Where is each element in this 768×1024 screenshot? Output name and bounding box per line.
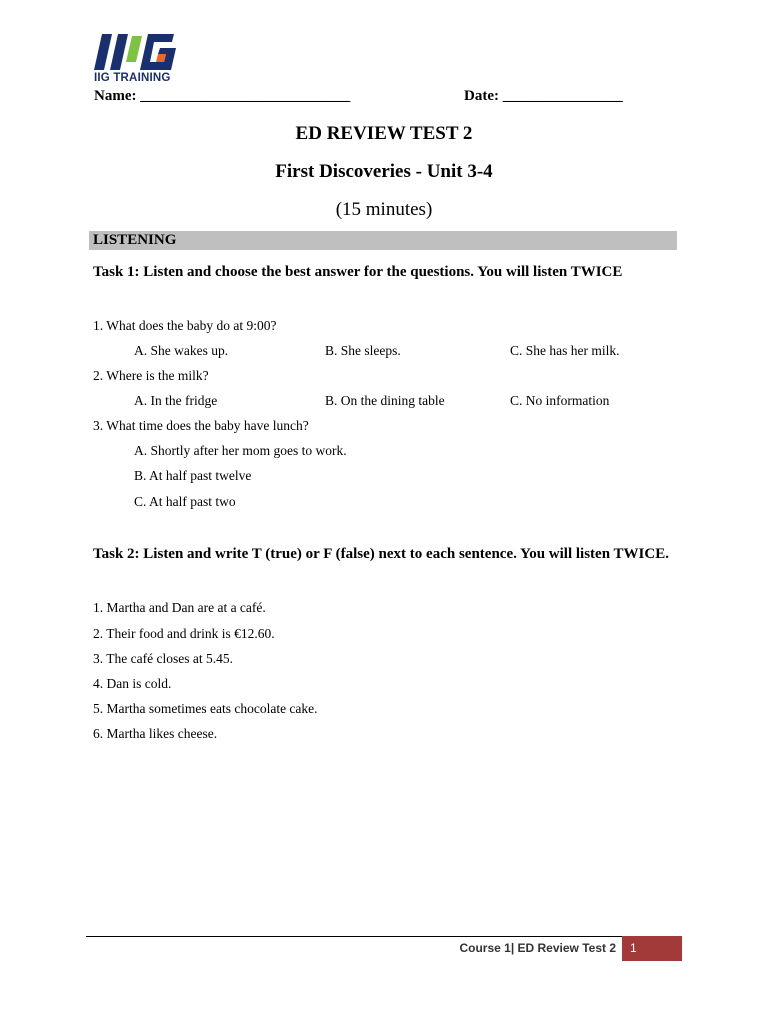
question-3: 3. What time does the baby have lunch? [93,418,309,433]
name-field: Name: ____________________________ [94,88,351,104]
question-3-option-c: C. At half past two [134,494,236,509]
footer-rule [86,936,682,937]
page-number: 1 [622,936,682,961]
question-2-option-c: C. No information [510,393,610,408]
question-2-option-a: A. In the fridge [134,393,218,408]
question-1-option-b: B. She sleeps. [325,343,401,358]
question-1: 1. What does the baby do at 9:00? [93,318,277,333]
logo-text: IIG TRAINING [94,72,171,84]
test-subtitle: First Discoveries - Unit 3-4 [275,161,493,182]
section-heading-listening: LISTENING [89,231,677,250]
question-2: 2. Where is the milk? [93,368,209,383]
test-title: ED REVIEW TEST 2 [295,123,473,144]
question-1-option-a: A. She wakes up. [134,343,229,358]
question-3-option-a: A. Shortly after her mom goes to work. [134,443,347,458]
sentence-3: 3. The café closes at 5.45. [93,651,233,666]
sentence-6: 6. Martha likes cheese. [93,726,218,741]
footer-course-text: Course 1| ED Review Test 2 [459,941,616,955]
test-duration: (15 minutes) [335,199,433,220]
sentence-1: 1. Martha and Dan are at a café. [93,600,266,615]
iig-logo-mark [92,32,182,76]
question-3-option-b: B. At half past twelve [134,468,252,483]
sentence-5: 5. Martha sometimes eats chocolate cake. [93,701,318,716]
task1-heading: Task 1: Listen and choose the best answer for the questions. You will listen TWICE [93,264,623,280]
date-field: Date: ________________ [464,88,623,104]
sentence-2: 2. Their food and drink is €12.60. [93,626,275,641]
question-2-option-b: B. On the dining table [325,393,445,408]
sentence-4: 4. Dan is cold. [93,676,172,691]
question-1-option-c: C. She has her milk. [510,343,620,358]
task2-heading: Task 2: Listen and write T (true) or F (false) next to each sentence. You will listen TWICE. [93,546,669,562]
